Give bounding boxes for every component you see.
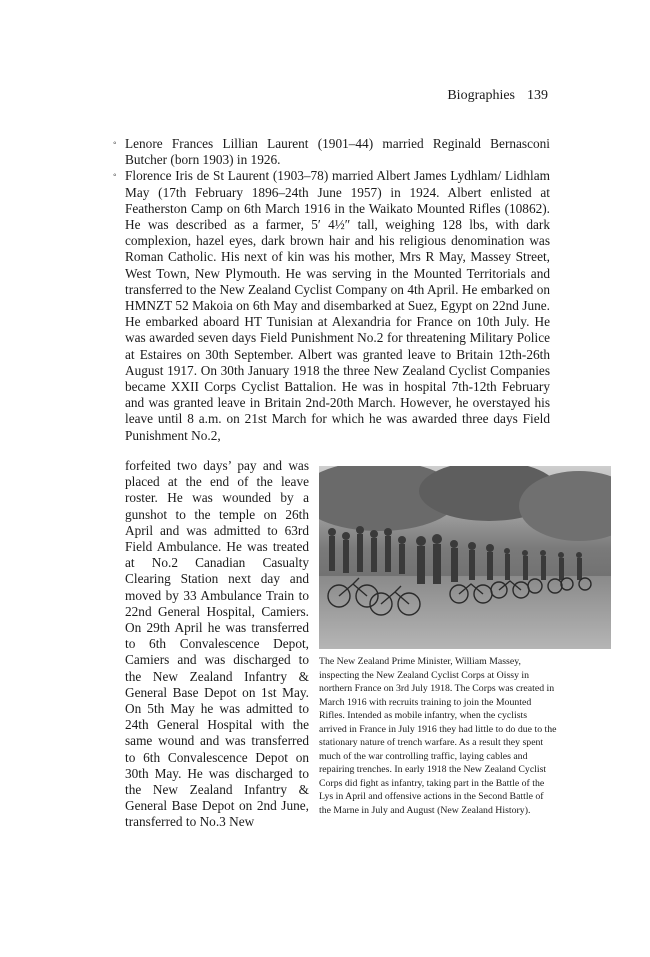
continuation-text: forfeited two days’ pay and was placed at the end of the leave roster. He was wounded by a gunshot to the temple on 26th April and was admitted to 63rd Field Ambulance. He was treated at No.2 Canadian Casualty Clearing Station next day and moved by 33 Ambulance Train to 22nd General Hospital, Camiers. On 29th April he was transferred to 6th Convalescence Depot, Camiers and was discharged to the New Zealand Infantry & General Base Depot on 1st May. On 5th May he was admitted to 24th General Hospital with the same wound and was transferred to 6th Convalescence Depot on 30th May. He was discharged to the New Zealand Infantry & General Base Depot on 2nd June, transferred to No.3 New [125, 458, 309, 830]
list-item [113, 168, 550, 443]
bullet-icon: ◦ [113, 170, 117, 182]
page-number: 139 [527, 88, 548, 103]
entry-text: Florence Iris de St Laurent (1903–78) married Albert James Lydhlam/ Lidhlam May (17th February 1896–24th June 1957) in 1924. Albert enlisted at Featherston Camp on 6th March 1916 in the Waikato Mounted Rifles (10862). He was described as a farmer, 5′ 4½″ tall, weighing 128 lbs, with dark complexion, hazel eyes, dark brown hair and his religious denomination was Roman Catholic. His next of kin was his mother, Mrs R May, Massey Street, West Town, New Plymouth. He was serving in the Mounted Territorials and transferred to the New Zealand Cyclist Company on 4th April. He embarked on HMNZT 52 Makoia on 6th May and disembarked at Suez, Egypt on 22nd June. He embarked aboard HT Tunisian at Alexandria for France on 10th July. He was awarded seven days Field Punishment No.2 for threatening Military Police at Estaires on 30th September. Albert was granted leave to Britain 12th-26th August 1917. On 30th January 1918 the three New Zealand Cyclist Companies became XXII Corps Cyclist Battalion. He was in hospital 7th-12th February and was granted leave in Britain 2nd-20th March. However, he overstayed his leave until 8 a.m. on 21st March for which he was awarded three days Field Punishment No.2, [125, 168, 550, 443]
cyclist-corps-photo [319, 466, 611, 649]
biography-entries [113, 136, 550, 444]
running-header [447, 88, 548, 104]
bullet-icon: ◦ [113, 138, 117, 149]
section-title: Biographies [447, 88, 515, 103]
entry-text: Lenore Frances Lillian Laurent (1901–44) married Reginald Bernasconi Butcher (born 1903) in 1926. [125, 136, 550, 168]
photo-caption: The New Zealand Prime Minister, William Massey, inspecting the New Zealand Cyclist Corps at Oissy in northern France on 3rd July 1918. The Corps was created in March 1916 with recruits training to join the Mounted Rifles. Intended as mobile infantry, when the cyclists arrived in France in July 1916 they had little to do due to the stationary nature of trench warfare. As a result they spent much of the war controlling traffic, laying cables and repairing trenches. In early 1918 the New Zealand Cyclist Corps did fight as infantry, taking part in the Battle of the Lys in April and offensive actions in the Second Battle of the Marne in July and August (New Zealand History). [319, 656, 557, 816]
list-item [113, 136, 550, 168]
